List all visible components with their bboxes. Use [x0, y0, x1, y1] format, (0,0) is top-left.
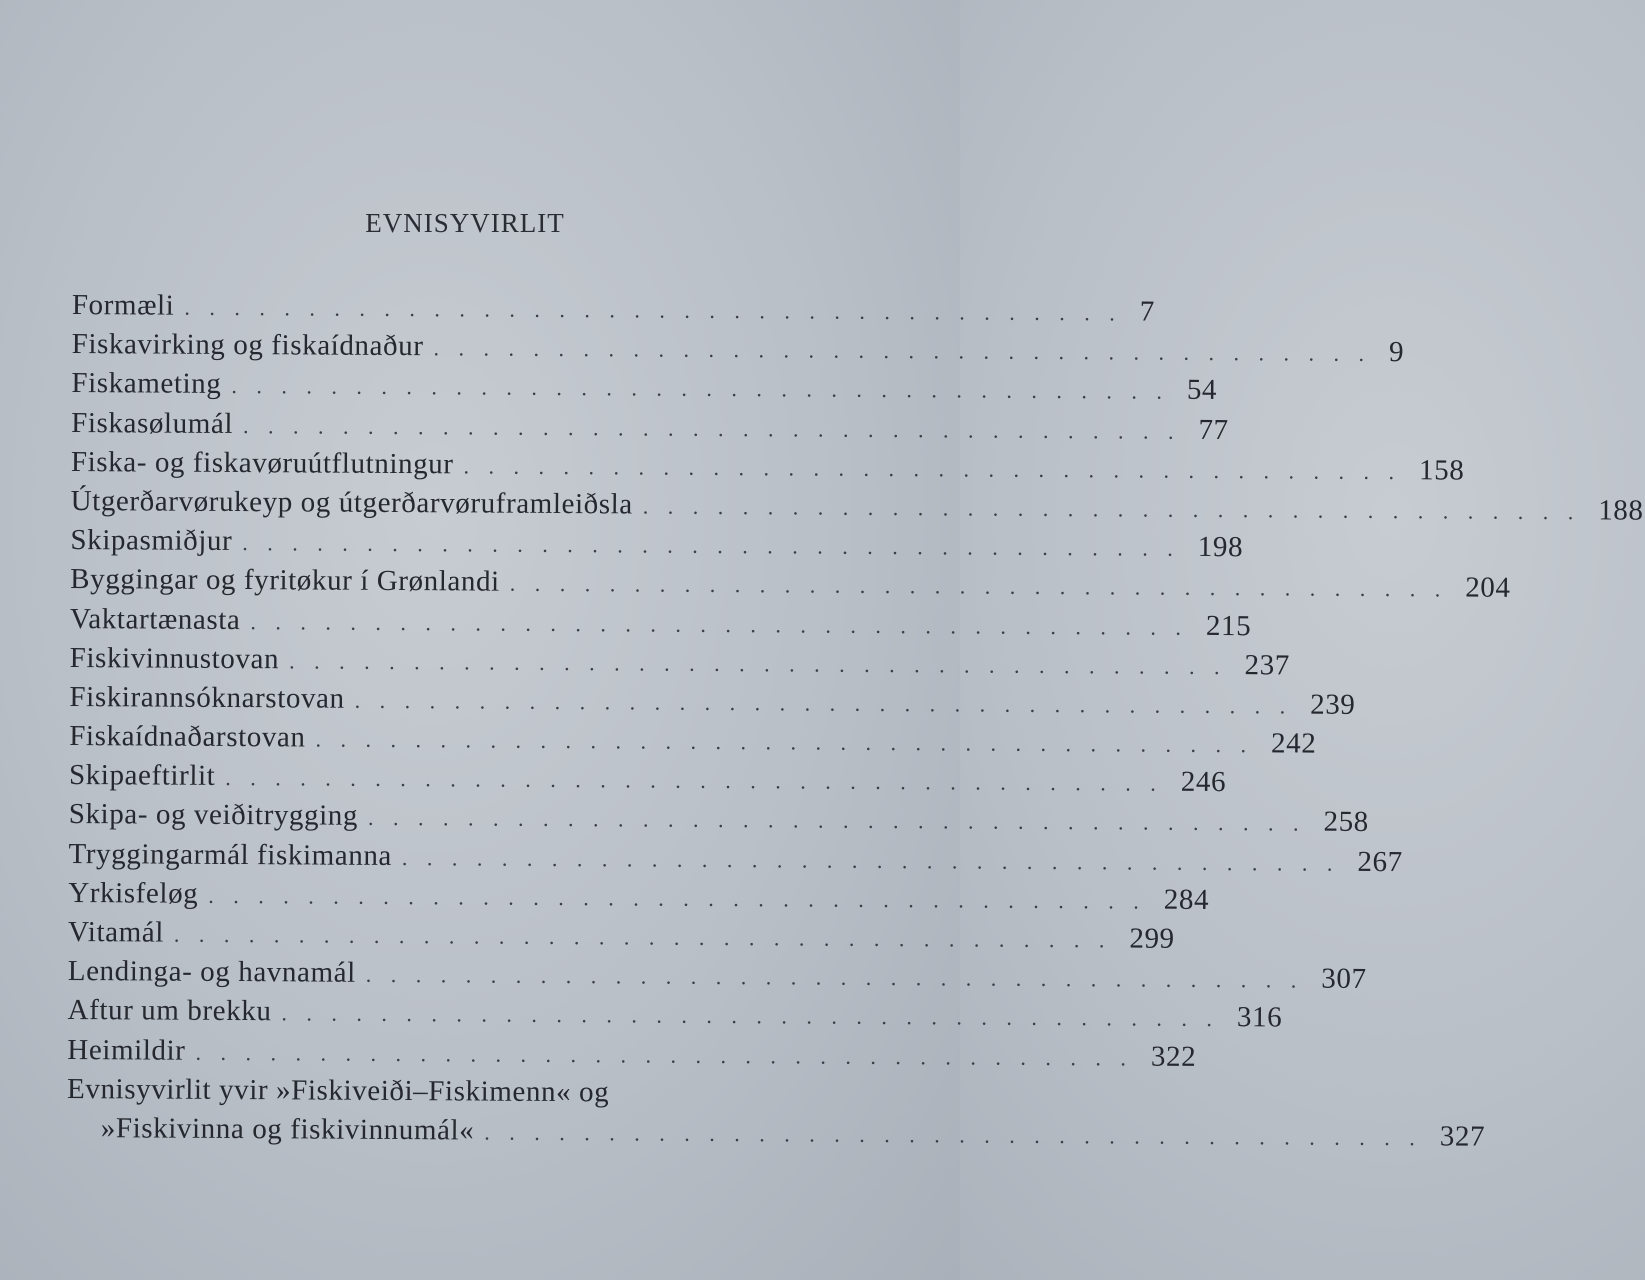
toc-entry	[71, 404, 1229, 448]
toc-entry-title: Fiskaídnaðarstovan	[69, 720, 306, 754]
dot-leader: . . . . . . . . . . . . . . . . . . . . . . . . . . . . . . . . . . . . . .	[463, 453, 1402, 484]
toc-page-number: 237	[1244, 648, 1291, 682]
toc-page-number: 188	[1598, 494, 1644, 527]
dot-leader: . . . . . . . . . . . . . . . . . . . . . . . . . . . . . . . . . . . . . .	[365, 961, 1304, 993]
toc-page-number: 242	[1270, 727, 1317, 760]
toc-entry-title: Yrkisfeløg	[68, 876, 199, 910]
toc-entry-title: Fiskasølumál	[71, 406, 234, 440]
toc-page-number: 299	[1129, 922, 1175, 955]
dot-leader: . . . . . . . . . . . . . . . . . . . . . . . . . . . . . . . . . . . . . .	[401, 844, 1340, 876]
dot-leader: . . . . . . . . . . . . . . . . . . . . . . . . . . . . . . . . . . . . . .	[281, 1000, 1220, 1032]
toc-page-number: 307	[1321, 962, 1367, 996]
toc-page-number: 258	[1323, 806, 1369, 839]
toc-entry-title: Fiskirannsóknarstovan	[69, 680, 345, 715]
toc-entry	[70, 521, 1244, 565]
toc-entry	[69, 717, 1317, 761]
toc-entry-title: Byggingar og fyritøkur í Grønlandi	[70, 563, 500, 598]
toc-entry-title: Vaktartænasta	[69, 602, 241, 636]
toc-entry-title: Lendinga- og havnamál	[67, 955, 356, 989]
dot-leader: . . . . . . . . . . . . . . . . . . . . . . . . . . . . . . . . . . . . . .	[354, 687, 1293, 719]
toc-entry-title: Fiskivinnustovan	[69, 641, 280, 675]
toc-entry-title: Aftur um brekku	[67, 994, 272, 1028]
toc-entry-title: Fiska- og fiskavøruútflutningur	[70, 445, 454, 481]
toc-entry-multiline	[66, 1070, 1486, 1155]
toc-entry	[67, 952, 1367, 996]
toc-entry-title: Skipa- og veiðitrygging	[68, 798, 359, 833]
toc-entry	[70, 482, 1644, 527]
toc-entry	[70, 443, 1465, 487]
dot-leader: . . . . . . . . . . . . . . . . . . . . . . . . . . . . . . . . . . . . . .	[225, 765, 1163, 796]
toc-entry	[71, 325, 1405, 369]
toc-page-number: 7	[1139, 295, 1156, 328]
toc-entry-title-line2: »Fiskivinna og fiskivinnumál«	[100, 1111, 475, 1147]
toc-page-number: 204	[1465, 571, 1511, 605]
toc-entry-title: Formæli	[71, 288, 175, 322]
toc-page-number: 316	[1236, 1001, 1283, 1034]
dot-leader: . . . . . . . . . . . . . . . . . . . . . . . . . . . . . . . . . . . . . .	[315, 726, 1254, 758]
dot-leader: . . . . . . . . . . . . . . . . . . . . . . . . . . . . . . . . . . . . . .	[433, 335, 1372, 367]
toc-page-number: 322	[1150, 1040, 1197, 1073]
toc-entry-title: Skipasmiðjur	[70, 524, 233, 558]
table-of-contents	[66, 286, 1644, 1155]
toc-entry-title: Fiskameting	[71, 367, 222, 401]
toc-page-number: 9	[1388, 336, 1405, 369]
toc-entry-title: Heimildir	[67, 1033, 186, 1067]
toc-page-number: 198	[1197, 531, 1244, 564]
toc-page-number: 215	[1205, 609, 1252, 642]
toc-page-number: 239	[1310, 688, 1356, 721]
toc-entry	[67, 913, 1175, 957]
toc-page-number: 327	[1439, 1120, 1486, 1153]
toc-entry	[69, 639, 1291, 683]
dot-leader: . . . . . . . . . . . . . . . . . . . . . . . . . . . . . . . . . . . . . .	[242, 412, 1181, 444]
toc-entry	[70, 560, 1511, 605]
toc-entry-title-line1: Evnisyvirlit yvir »Fiskiveiði–Fiskimenn« og	[66, 1072, 610, 1109]
toc-entry	[68, 795, 1369, 839]
toc-page-number: 267	[1357, 845, 1403, 878]
toc-entry	[67, 991, 1283, 1035]
toc-entry	[68, 756, 1227, 800]
dot-leader: . . . . . . . . . . . . . . . . . . . . . . . . . . . . . . . . . . . . . .	[250, 608, 1188, 640]
toc-entry	[67, 1031, 1197, 1075]
toc-entry	[68, 874, 1210, 918]
dot-leader: . . . . . . . . . . . . . . . . . . . . . . . . . . . . . . . . . . . . . .	[509, 570, 1448, 602]
toc-entry	[68, 835, 1403, 879]
toc-entry-title: Tryggingarmál fiskimanna	[68, 837, 393, 872]
dot-leader: . . . . . . . . . . . . . . . . . . . . . . . . . . . . . . . . . . . . . .	[173, 921, 1112, 953]
toc-entry-line2	[67, 1109, 1486, 1154]
dot-leader: . . . . . . . . . . . . . . . . . . . . . . . . . . . . . . . . . . . . . .	[642, 493, 1581, 525]
dot-leader: . . . . . . . . . . . . . . . . . . . . . . . . . . . . . . . . . . . . . .	[184, 294, 1122, 326]
toc-page-number: 158	[1418, 453, 1465, 487]
toc-page-number: 246	[1180, 766, 1227, 799]
dot-leader: . . . . . . . . . . . . . . . . . . . . . . . . . . . . . . . . . . . . . .	[208, 882, 1146, 914]
toc-entry-title: Skipaeftirlit	[68, 759, 216, 793]
toc-entry	[71, 364, 1218, 408]
toc-entry	[69, 678, 1356, 722]
dot-leader: . . . . . . . . . . . . . . . . . . . . . . . . . . . . . . . . . . . . . .	[242, 530, 1180, 561]
toc-entry	[71, 286, 1156, 330]
toc-entry-title: Útgerðarvørukeyp og útgerðarvøruframleiðsla	[70, 484, 633, 521]
toc-entry-title: Vitamál	[67, 915, 165, 949]
toc-page-number: 77	[1198, 413, 1229, 446]
page-title: EVNISYVIRLIT	[365, 208, 565, 238]
dot-leader: . . . . . . . . . . . . . . . . . . . . . . . . . . . . . . . . . . . . . .	[289, 648, 1227, 679]
toc-page-number: 54	[1186, 374, 1218, 407]
toc-entry	[69, 599, 1252, 643]
dot-leader: . . . . . . . . . . . . . . . . . . . . . . . . . . . . . . . . . . . . . .	[231, 373, 1169, 405]
dot-leader: . . . . . . . . . . . . . . . . . . . . . . . . . . . . . . . . . . . . . .	[484, 1119, 1422, 1151]
toc-entry-title: Fiskavirking og fiskaídnaður	[71, 328, 424, 363]
dot-leader: . . . . . . . . . . . . . . . . . . . . . . . . . . . . . . . . . . . . . .	[367, 805, 1306, 836]
dot-leader: . . . . . . . . . . . . . . . . . . . . . . . . . . . . . . . . . . . . . .	[195, 1039, 1134, 1071]
toc-page-number: 284	[1163, 883, 1210, 916]
